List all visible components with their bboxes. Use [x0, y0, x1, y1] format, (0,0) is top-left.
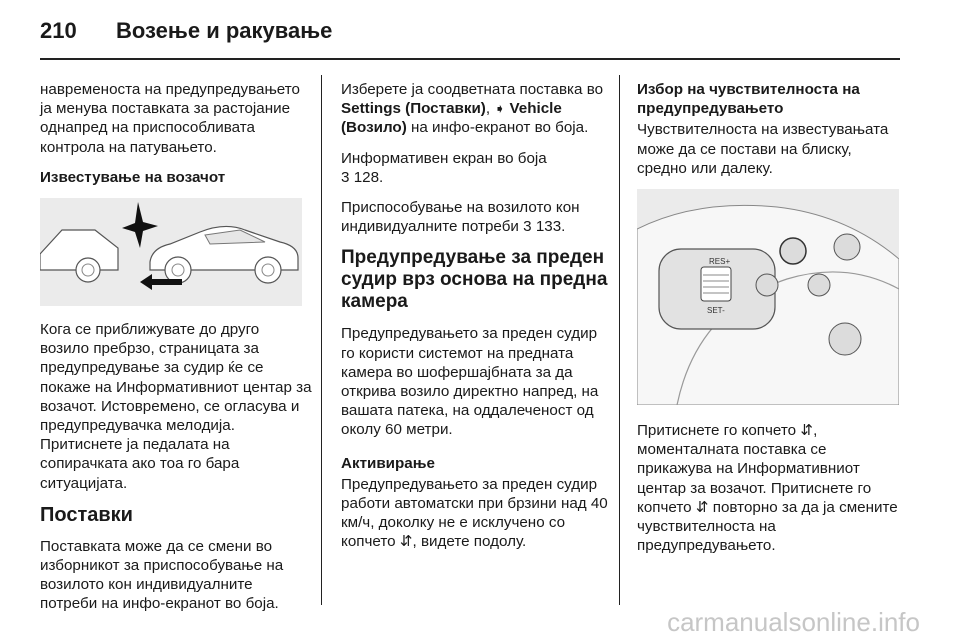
subheading-driver-alert: Известување на возачот — [40, 168, 226, 186]
page-ref-link[interactable]: 128. — [353, 168, 384, 186]
paragraph: Чувствителноста на известувањата може да се постави на блиску, средно или далеку. — [637, 121, 889, 177]
subheading-activation: Активирање — [341, 454, 435, 472]
paragraph — [341, 198, 611, 236]
column-2 — [341, 80, 611, 563]
paragraph — [341, 475, 611, 552]
subheading-sensitivity: Избор на чувствителноста на предупредувањето — [637, 81, 860, 118]
page-ref-link[interactable]: 133. — [535, 218, 566, 236]
paragraph: Поставката може да се смени во изборникот за приспособување на возилото кон индивидуалните потреби на инфо-екранот во боја. — [40, 537, 284, 613]
res-label: RES+ — [709, 257, 731, 267]
paragraph — [637, 421, 905, 555]
text-run: Предупредувањето за преден судир работи автоматски при брзини над 40 км/ч, доколку не е исклучено со копчето — [341, 475, 608, 551]
paragraph: навременоста на предупредувањето ја менува поставката за растојание однапред на приспособливата контрола на патувањето. — [40, 81, 300, 156]
page-ref-icon: 3 — [523, 218, 532, 236]
paragraph: Предупредувањето за преден судир го користи системот на предната камера во шофершајбната за да открива возило директно напред, на вашата патека, на оддалеченост од околу 60 метри. — [341, 325, 599, 439]
text-run: Информативен екран во боја — [341, 149, 547, 167]
menu-vehicle: Vehicle (Возило) — [341, 100, 562, 137]
collision-warning-button-icon: ⇵ — [399, 533, 413, 551]
page-title: Возење и ракување — [116, 18, 333, 43]
menu-settings: Settings (Поставки) — [341, 100, 486, 118]
text-run: Притиснете го копчето — [637, 422, 797, 440]
car-collision-illustration — [40, 198, 302, 306]
heading-settings: Поставки — [40, 503, 133, 526]
paragraph: Кога се приближувате до друго возило пребрзо, страницата за предупредување за судир ќе се покаже на Информативниот центар за возачот. Истовремено, се огласува и предупредувачка мелодија. Притиснете ја педалата на сопирачката ако тоа го бара ситуацијата. — [40, 321, 312, 492]
watermark: carmanualsonline.info — [667, 607, 920, 637]
text-run: повторно за да ја смените чувствителноста на предупредувањето. — [637, 498, 898, 555]
text-run: , видете подолу. — [412, 533, 527, 551]
page-number: 210 — [40, 18, 77, 43]
text-run: на инфо-екранот во боја. — [406, 119, 589, 137]
column-divider — [321, 75, 322, 605]
paragraph — [341, 149, 611, 187]
paragraph: Изберете ја соодветната поставка во Settings (Поставки), ➧ Vehicle (Возило) на инфо-екранот во боја. — [341, 81, 604, 137]
collision-warning-button-icon: ⇵ — [800, 422, 814, 440]
menu-arrow-icon: ➧ — [494, 101, 506, 117]
column-1 — [40, 80, 312, 625]
steering-wheel-controls-illustration — [637, 189, 899, 405]
text-run: Изберете ја соодветната поставка во — [341, 81, 604, 98]
collision-warning-button-icon: ⇵ — [695, 498, 709, 516]
set-label: SET- — [707, 306, 725, 316]
heading-front-camera-warning: Предупредување за преден судир врз основа на предна камера — [341, 247, 608, 313]
page-ref-icon: 3 — [341, 168, 350, 186]
page-header — [40, 18, 920, 58]
column-divider — [619, 75, 620, 605]
text-run: Приспособување на возилото кон индивидуалните потреби — [341, 199, 580, 236]
header-rule — [40, 58, 900, 60]
column-3 — [637, 80, 905, 566]
text-run: , моменталната поставка се прикажува на Информативниот центар за возачот. Притиснете го копчето — [637, 422, 872, 516]
